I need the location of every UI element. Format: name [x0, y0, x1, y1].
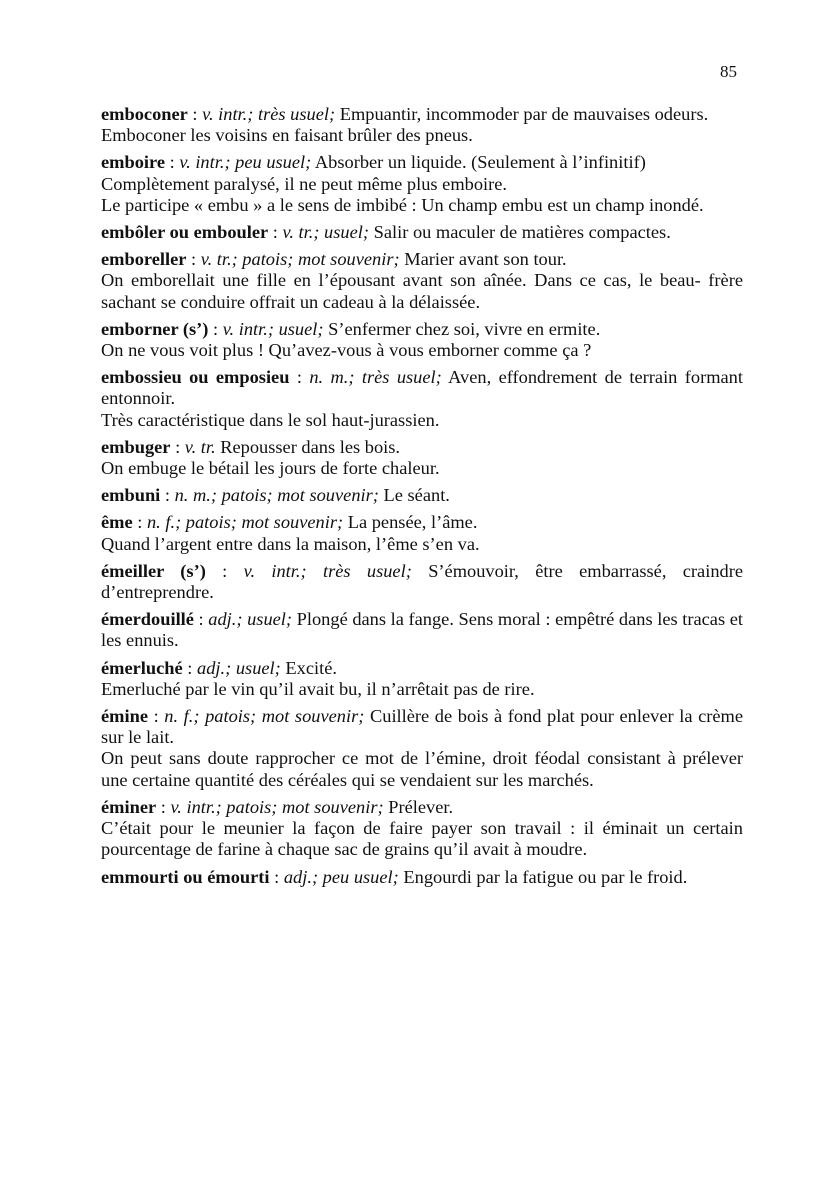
entry-grammar: v. tr.; usuel; — [282, 222, 369, 243]
entry-grammar: n. f.; patois; mot souvenir; — [164, 706, 365, 727]
entry-definition-line: emboire : v. intr.; peu usuel; Absorber un liquide. (Seulement à l’infinitif) — [101, 152, 646, 173]
entry-definition: Marier avant son tour. — [404, 249, 567, 270]
entry-definition-line: émerdouillé : adj.; usuel; Plongé dans la fange. Sens moral : empêtré dans les tracas et les ennuis. — [101, 609, 743, 651]
page-number: 85 — [720, 62, 737, 81]
entry-headword: emboire — [101, 152, 166, 173]
entry-grammar: v. tr. — [184, 436, 216, 457]
dictionary-entry — [101, 485, 743, 506]
dictionary-entry — [101, 249, 743, 313]
entry-definition: S’enfermer chez soi, vivre en ermite. — [328, 318, 601, 339]
dictionary-entry — [101, 561, 743, 603]
entry-headword: émine — [101, 706, 148, 727]
dictionary-entry — [101, 609, 743, 651]
entry-definition: La pensée, l’âme. — [347, 512, 478, 533]
entry-definition-line: émine : n. f.; patois; mot souvenir; Cuillère de bois à fond plat pour enlever la crème sur le lait. — [101, 706, 743, 748]
dictionary-entry — [101, 512, 743, 554]
entry-headword: émerluché — [101, 657, 183, 678]
entry-grammar: v. intr.; très usuel; — [243, 560, 412, 581]
entry-example: C’était pour le meunier la façon de faire payer son travail : il éminait un certain pourcentage de farine à chaque sac de grains qu’il avait à moudre. — [101, 818, 743, 860]
entry-definition: Repousser dans les bois. — [220, 436, 401, 457]
dictionary-entry — [101, 222, 743, 243]
entry-headword: embôler ou embouler — [101, 222, 269, 243]
entry-grammar: n. f.; patois; mot souvenir; — [146, 512, 344, 533]
entry-definition: Cuillère de bois à fond plat pour enlever la crème sur le lait. — [101, 706, 743, 748]
entry-definition: Plongé dans la fange. Sens moral : empêtré dans les tracas et les ennuis. — [101, 609, 743, 651]
entry-grammar: v. intr.; très usuel; — [202, 104, 336, 124]
entry-grammar: v. intr.; usuel; — [222, 318, 324, 339]
entry-definition: Absorber un liquide. (Seulement à l’infinitif) — [314, 152, 646, 173]
dictionary-entry — [101, 797, 743, 861]
dictionary-entry — [101, 867, 743, 888]
dictionary-entry — [101, 658, 743, 700]
entry-grammar: v. intr.; peu usuel; — [179, 152, 312, 173]
entry-example: On embuge le bétail les jours de forte chaleur. — [101, 458, 440, 479]
entry-definition-line: embossieu ou emposieu : n. m.; très usuel; Aven, effondrement de terrain formant entonnoir. — [101, 367, 743, 409]
entry-example: Quand l’argent entre dans la maison, l’ême s’en va. — [101, 533, 480, 554]
entry-headword: ême — [101, 512, 133, 533]
entry-definition: Le séant. — [383, 485, 450, 506]
entry-grammar: v. intr.; patois; mot souvenir; — [170, 796, 384, 817]
entry-grammar: adj.; peu usuel; — [283, 866, 399, 887]
entry-definition-line: éminer : v. intr.; patois; mot souvenir; Prélever. — [101, 796, 454, 817]
entry-definition: S’émouvoir, être embarrassé, craindre d’entreprendre. — [101, 560, 743, 603]
entry-example: Très caractéristique dans le sol haut-jurassien. — [101, 409, 440, 430]
entry-headword: emboconer — [101, 104, 188, 124]
entry-grammar: v. tr.; patois; mot souvenir; — [200, 249, 400, 270]
entry-example: Complètement paralysé, il ne peut même plus emboire. — [101, 173, 508, 194]
entry-example: On ne vous voit plus ! Qu’avez-vous à vous emborner comme ça ? — [101, 340, 592, 361]
entry-definition: Empuantir, incommoder par de mauvaises odeurs. — [339, 104, 709, 124]
entry-definition-line: émerluché : adj.; usuel; Excité. — [101, 657, 337, 678]
entry-definition-line: embuger : v. tr. Repousser dans les bois. — [101, 436, 401, 457]
entry-grammar: adj.; usuel; — [208, 609, 293, 630]
entry-definition-line: embôler ou embouler : v. tr.; usuel; Salir ou maculer de matières compactes. — [101, 222, 671, 243]
entry-definition-line: embuni : n. m.; patois; mot souvenir; Le séant. — [101, 485, 450, 506]
dictionary-entry — [101, 152, 743, 216]
dictionary-entry — [101, 104, 743, 146]
dictionary-entry — [101, 319, 743, 361]
entry-grammar: n. m.; très usuel; — [309, 367, 442, 388]
entry-headword: émeiller (s’) — [101, 560, 206, 581]
entry-headword: émerdouillé — [101, 609, 194, 630]
entry-example: On peut sans doute rapprocher ce mot de l’émine, droit féodal consistant à prélever une certaine quantité des céréales qui se vendaient sur les marchés. — [101, 748, 743, 790]
entry-grammar: n. m.; patois; mot souvenir; — [174, 485, 379, 506]
entry-headword: emmourti ou émourti — [101, 866, 270, 887]
entry-headword: embossieu ou emposieu — [101, 367, 290, 388]
entry-headword: emboreller — [101, 249, 187, 270]
entry-definition: Prélever. — [388, 796, 454, 817]
entry-definition: Engourdi par la fatigue ou par le froid. — [403, 866, 688, 887]
entry-definition: Salir ou maculer de matières compactes. — [373, 222, 671, 243]
entry-definition-line: émeiller (s’) : v. intr.; très usuel; S’émouvoir, être embarrassé, craindre d’entreprendre. — [101, 560, 743, 603]
entry-headword: embuni — [101, 485, 161, 506]
entry-definition-line: ême : n. f.; patois; mot souvenir; La pensée, l’âme. — [101, 512, 478, 533]
dictionary-entry — [101, 437, 743, 479]
dictionary-entry — [101, 367, 743, 431]
entry-definition-line: emboreller : v. tr.; patois; mot souvenir; Marier avant son tour. — [101, 249, 567, 270]
entry-headword: emborner (s’) — [101, 318, 209, 339]
entry-grammar: adj.; usuel; — [197, 657, 281, 678]
dictionary-entries — [101, 104, 743, 894]
entry-headword: embuger — [101, 436, 171, 457]
entry-definition: Aven, effondrement de terrain formant entonnoir. — [101, 367, 743, 409]
entry-headword: éminer — [101, 796, 157, 817]
entry-example: Emerluché par le vin qu’il avait bu, il n’arrêtait pas de rire. — [101, 678, 535, 699]
dictionary-entry — [101, 706, 743, 791]
entry-example: Emboconer les voisins en faisant brûler des pneus. — [101, 125, 473, 146]
entry-definition-line: emborner (s’) : v. intr.; usuel; S’enfermer chez soi, vivre en ermite. — [101, 318, 601, 339]
entry-definition-line: emboconer : v. intr.; très usuel; Empuantir, incommoder par de mauvaises odeurs. — [101, 104, 709, 124]
entry-example: On emborellait une fille en l’épousant avant son aînée. Dans ce cas, le beau- frère sachant se conduire offrait un cadeau à la délaissée. — [101, 270, 743, 312]
entry-example: Le participe « embu » a le sens de imbibé : Un champ embu est un champ inondé. — [101, 194, 704, 215]
entry-definition-line: emmourti ou émourti : adj.; peu usuel; Engourdi par la fatigue ou par le froid. — [101, 866, 688, 887]
entry-definition: Excité. — [285, 657, 337, 678]
